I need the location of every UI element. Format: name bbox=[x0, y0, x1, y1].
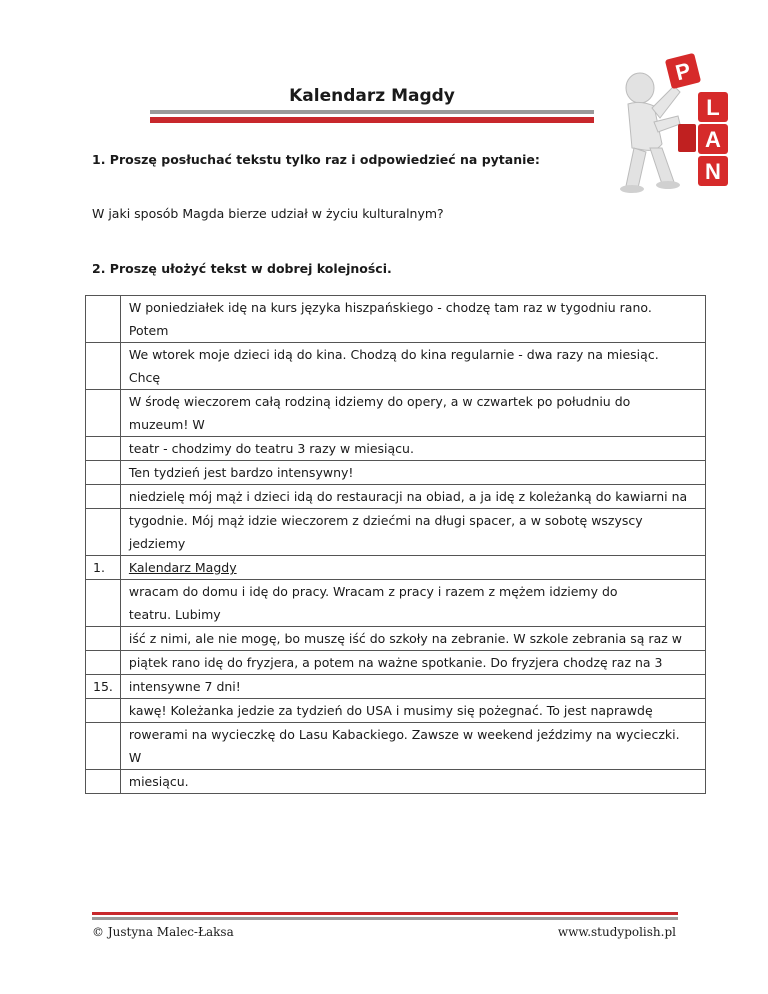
table-row bbox=[86, 746, 706, 770]
order-number-cell[interactable]: 1. bbox=[86, 556, 121, 580]
table-row bbox=[86, 366, 706, 390]
question-1-prompt: W jaki sposób Magda bierze udział w życiu kulturalnym? bbox=[92, 206, 444, 221]
text-fragment-cell: miesiącu. bbox=[120, 770, 705, 794]
table-row bbox=[86, 603, 706, 627]
order-number-cell[interactable] bbox=[86, 580, 121, 604]
text-fragment-cell: tygodnie. Mój mąż idzie wieczorem z dziećmi na długi spacer, a w sobotę wszyscy bbox=[120, 509, 705, 533]
table-row bbox=[86, 627, 706, 651]
table-row bbox=[86, 699, 706, 723]
table-row bbox=[86, 343, 706, 367]
order-number-cell[interactable] bbox=[86, 437, 121, 461]
text-fragment-cell: W środę wieczorem całą rodziną idziemy do opery, a w czwartek po południu do bbox=[120, 390, 705, 414]
ordering-table bbox=[85, 295, 706, 794]
order-number-cell[interactable] bbox=[86, 461, 121, 485]
text-fragment-cell: iść z nimi, ale nie mogę, bo muszę iść do szkoły na zebranie. W szkole zebrania są raz w bbox=[120, 627, 705, 651]
table-row bbox=[86, 556, 706, 580]
text-fragment-cell: niedzielę mój mąż i dzieci idą do restauracji na obiad, a ja idę z koleżanką do kawiarni na bbox=[120, 485, 705, 509]
footer-website: www.studypolish.pl bbox=[557, 925, 676, 939]
title-divider bbox=[150, 110, 594, 124]
order-number-cell[interactable] bbox=[86, 603, 121, 627]
text-fragment-cell: kawę! Koleżanka jedzie za tydzień do USA i musimy się pożegnać. To jest naprawdę bbox=[120, 699, 705, 723]
cube-a bbox=[698, 124, 728, 154]
svg-text:A: A bbox=[705, 127, 721, 152]
order-number-cell[interactable] bbox=[86, 699, 121, 723]
table-row bbox=[86, 390, 706, 414]
text-fragment-cell: W poniedziałek idę na kurs języka hiszpańskiego - chodzę tam raz w tygodniu rano. bbox=[120, 296, 705, 320]
text-fragment-cell: Chcę bbox=[120, 366, 705, 390]
plan-figure-icon bbox=[604, 48, 732, 196]
order-number-cell[interactable] bbox=[86, 319, 121, 343]
cube-n bbox=[698, 156, 728, 186]
page-title: Kalendarz Magdy bbox=[289, 86, 455, 106]
text-fragment-cell: jedziemy bbox=[120, 532, 705, 556]
svg-text:N: N bbox=[705, 159, 721, 184]
table-row bbox=[86, 461, 706, 485]
text-fragment-cell: rowerami na wycieczkę do Lasu Kabackiego. Zawsze w weekend jeździmy na wycieczki. bbox=[120, 723, 705, 747]
order-number-cell[interactable]: 15. bbox=[86, 675, 121, 699]
table-row bbox=[86, 509, 706, 533]
question-1: 1. Proszę posłuchać tekstu tylko raz i odpowiedzieć na pytanie: bbox=[92, 152, 540, 167]
text-fragment-cell: intensywne 7 dni! bbox=[120, 675, 705, 699]
table-row bbox=[86, 296, 706, 320]
order-number-cell[interactable] bbox=[86, 390, 121, 414]
question-2: 2. Proszę ułożyć tekst w dobrej kolejności. bbox=[92, 261, 392, 276]
order-number-cell[interactable] bbox=[86, 413, 121, 437]
order-number-cell[interactable] bbox=[86, 651, 121, 675]
footer-divider bbox=[92, 912, 678, 921]
table-row bbox=[86, 770, 706, 794]
text-fragment-cell: Ten tydzień jest bardzo intensywny! bbox=[120, 461, 705, 485]
order-number-cell[interactable] bbox=[86, 509, 121, 533]
table-row bbox=[86, 532, 706, 556]
text-fragment-cell: teatru. Lubimy bbox=[120, 603, 705, 627]
text-fragment-cell: We wtorek moje dzieci idą do kina. Chodzą do kina regularnie - dwa razy na miesiąc. bbox=[120, 343, 705, 367]
order-number-cell[interactable] bbox=[86, 770, 121, 794]
footer-author: © Justyna Malec-Łaksa bbox=[92, 925, 234, 939]
text-fragment-cell: Kalendarz Magdy bbox=[120, 556, 705, 580]
svg-text:L: L bbox=[706, 95, 720, 120]
table-row bbox=[86, 580, 706, 604]
order-number-cell[interactable] bbox=[86, 723, 121, 747]
table-row bbox=[86, 723, 706, 747]
cube-p bbox=[665, 53, 701, 89]
text-fragment-cell: teatr - chodzimy do teatru 3 razy w miesiącu. bbox=[120, 437, 705, 461]
table-row bbox=[86, 319, 706, 343]
svg-text:P: P bbox=[672, 57, 694, 86]
text-fragment-cell: piątek rano idę do fryzjera, a potem na ważne spotkanie. Do fryzjera chodzę raz na 3 bbox=[120, 651, 705, 675]
order-number-cell[interactable] bbox=[86, 627, 121, 651]
order-number-cell[interactable] bbox=[86, 296, 121, 320]
cube-l bbox=[698, 92, 728, 122]
table-row bbox=[86, 413, 706, 437]
order-number-cell[interactable] bbox=[86, 366, 121, 390]
order-number-cell[interactable] bbox=[86, 485, 121, 509]
text-fragment-cell: Potem bbox=[120, 319, 705, 343]
text-fragment-cell: muzeum! W bbox=[120, 413, 705, 437]
table-row bbox=[86, 675, 706, 699]
table-row bbox=[86, 437, 706, 461]
table-row bbox=[86, 651, 706, 675]
table-row bbox=[86, 485, 706, 509]
text-fragment-cell: W bbox=[120, 746, 705, 770]
order-number-cell[interactable] bbox=[86, 343, 121, 367]
order-number-cell[interactable] bbox=[86, 746, 121, 770]
order-number-cell[interactable] bbox=[86, 532, 121, 556]
text-fragment-cell: wracam do domu i idę do pracy. Wracam z pracy i razem z mężem idziemy do bbox=[120, 580, 705, 604]
